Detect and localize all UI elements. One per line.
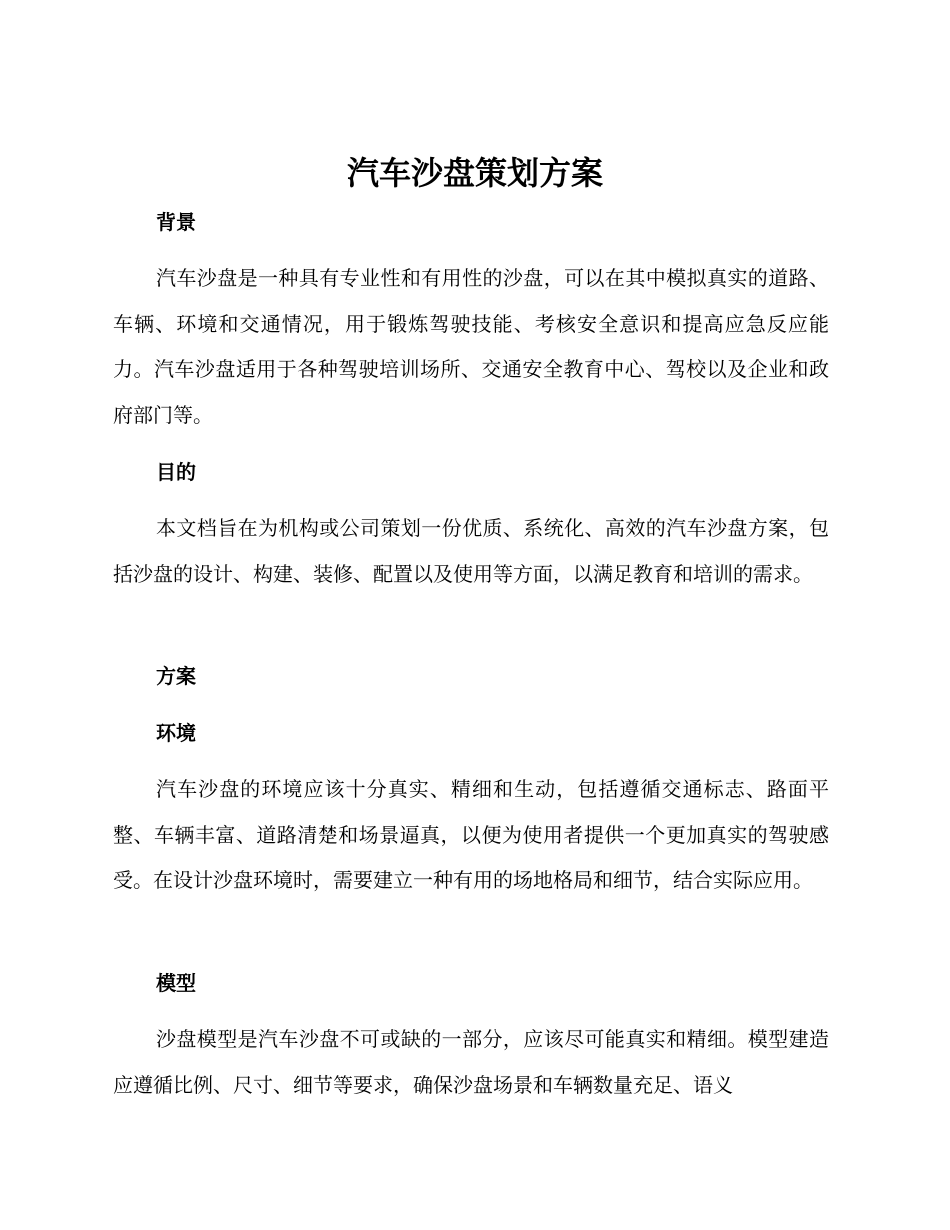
section-heading-purpose: 目的 bbox=[156, 460, 196, 484]
section-body-background: 汽车沙盘是一种具有专业性和有用性的沙盘，可以在其中模拟真实的道路、车辆、环境和交通情况，用于锻炼驾驶技能、考核安全意识和提高应急反应能力。汽车沙盘适用于各种驾驶培训场所、交通安全教育中心、驾校以及企业和政府部门等。 bbox=[113, 266, 829, 427]
section-body-environment: 汽车沙盘的环境应该十分真实、精细和生动，包括遵循交通标志、路面平整、车辆丰富、道路清楚和场景逼真，以便为使用者提供一个更加真实的驾驶感受。在设计沙盘环境时，需要建立一种有用的场地格局和细节，结合实际应用。 bbox=[113, 777, 829, 892]
section-heading-background: 背景 bbox=[156, 210, 196, 234]
section-body-model: 沙盘模型是汽车沙盘不可或缺的一部分，应该尽可能真实和精细。模型建造应遵循比例、尺寸、细节等要求，确保沙盘场景和车辆数量充足、语义 bbox=[113, 1027, 829, 1097]
document-title: 汽车沙盘策划方案 bbox=[346, 154, 603, 192]
section-heading-environment: 环境 bbox=[156, 721, 196, 745]
section-heading-model: 模型 bbox=[156, 971, 196, 995]
section-body-purpose: 本文档旨在为机构或公司策划一份优质、系统化、高效的汽车沙盘方案，包括沙盘的设计、构建、装修、配置以及使用等方面，以满足教育和培训的需求。 bbox=[113, 516, 829, 586]
section-heading-plan: 方案 bbox=[156, 664, 196, 688]
